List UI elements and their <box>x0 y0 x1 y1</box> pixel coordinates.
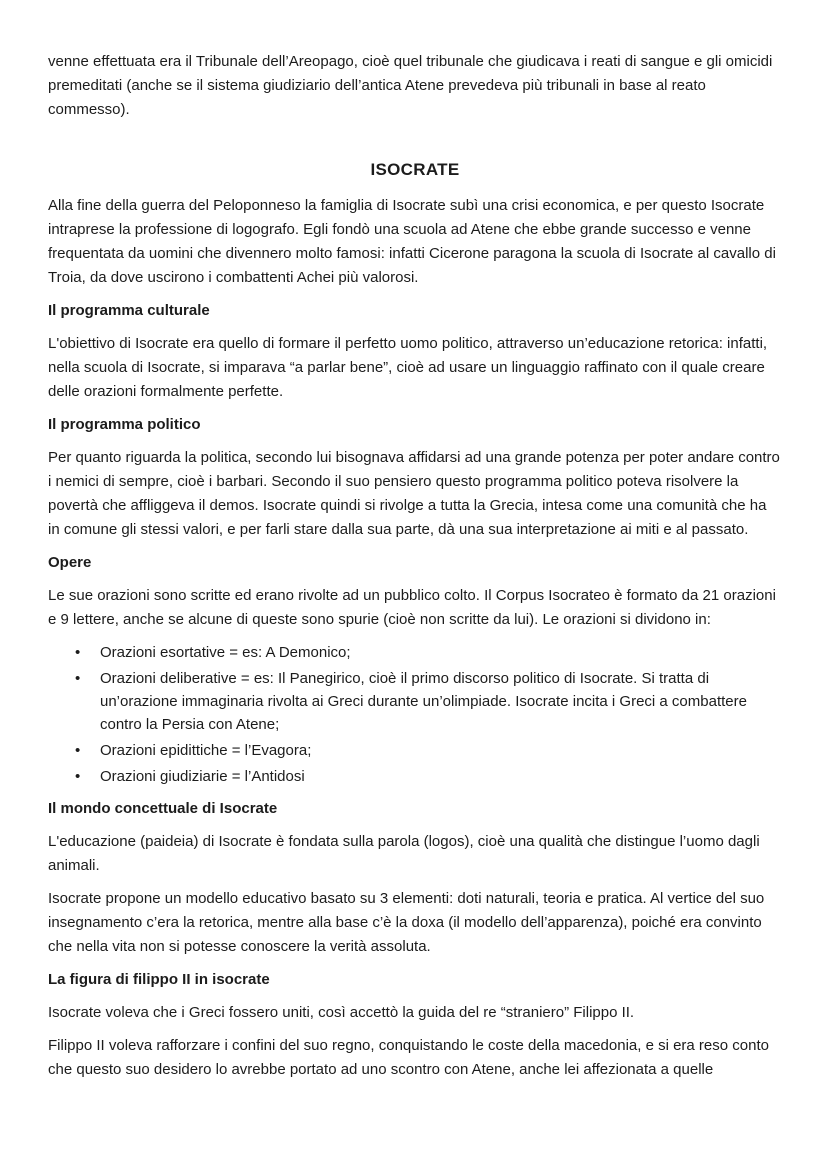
section-heading-opere: Opere <box>48 554 92 571</box>
body-paragraph: venne effettuata era il Tribunale dell’Areopago, cioè quel tribunale che giudicava i reati di sangue e gli omicidi premeditati (anche se il sistema giudiziario dell’antica Atene prevedeva più tribunali in base al reato commesso). <box>48 53 773 118</box>
body-paragraph: Isocrate propone un modello educativo basato su 3 elementi: doti naturali, teoria e pratica. Al vertice del suo insegnamento c’era la retorica, mentre alla base c’è la doxa (il modello dell’apparenza), poiché era convinto che nella vita non si potesse conoscere la verità assoluta. <box>48 890 765 955</box>
list-item: • Orazioni esortative = es: A Demonico; <box>75 641 782 664</box>
document-title: ISOCRATE <box>370 160 460 179</box>
list-item: • Orazioni deliberative = es: Il Panegirico, cioè il primo discorso politico di Isocrate. Si tratta di un’orazione immaginaria rivolta ai Greci durante un’olimpiade. Isocrate incita i Greci a combattere contro la Persia con Atene; <box>75 667 782 736</box>
section-heading-programma-politico: Il programma politico <box>48 416 201 433</box>
section-heading-programma-culturale: Il programma culturale <box>48 302 210 319</box>
list-item: • Orazioni giudiziarie = l’Antidosi <box>75 765 782 788</box>
body-paragraph: Le sue orazioni sono scritte ed erano rivolte ad un pubblico colto. Il Corpus Isocrateo è formato da 21 orazioni e 9 lettere, anche se alcune di queste sono spurie (cioè non scritte da lui). Le orazioni si dividono in: <box>48 587 776 628</box>
body-paragraph: Per quanto riguarda la politica, secondo lui bisognava affidarsi ad una grande potenza per poter andare contro i nemici di sempre, cioè i barbari. Secondo il suo pensiero questo programma politico poteva risolvere la povertà che affliggeva il demos. Isocrate quindi si rivolge a tutta la Grecia, intesa come una comunità che ha in comune gli stessi valori, e per farli stare dalla sua parte, dà una sua interpretazione ai miti e al passato. <box>48 449 780 538</box>
body-paragraph: Alla fine della guerra del Peloponneso la famiglia di Isocrate subì una crisi economica, e per questo Isocrate intraprese la professione di logografo. Egli fondò una scuola ad Atene che ebbe grande successo e venne frequentata da uomini che divennero molto famosi: infatti Cicerone paragona la scuola di Isocrate al cavallo di Troia, da dove uscirono i combattenti Achei più valorosi. <box>48 197 776 286</box>
section-heading-figura-filippo: La figura di filippo II in isocrate <box>48 971 270 988</box>
body-paragraph: Filippo II voleva rafforzare i confini del suo regno, conquistando le coste della macedonia, e si era reso conto che questo suo desidero lo avrebbe portato ad uno scontro con Atene, anche lei affezionata a quelle <box>48 1037 769 1078</box>
list-item: • Orazioni epidittiche = l’Evagora; <box>75 739 782 762</box>
bullet-list <box>48 641 782 788</box>
body-paragraph: Isocrate voleva che i Greci fossero uniti, così accettò la guida del re “straniero” Filippo II. <box>48 1004 635 1021</box>
body-paragraph: L'obiettivo di Isocrate era quello di formare il perfetto uomo politico, attraverso un’educazione retorica: infatti, nella scuola di Isocrate, si imparava “a parlar bene”, cioè ad usare un linguaggio raffinato con il quale creare delle orazioni formalmente perfette. <box>48 335 768 400</box>
body-paragraph: L'educazione (paideia) di Isocrate è fondata sulla parola (logos), cioè una qualità che distingue l’uomo dagli animali. <box>48 833 760 874</box>
section-heading-mondo-concettuale: Il mondo concettuale di Isocrate <box>48 800 278 817</box>
